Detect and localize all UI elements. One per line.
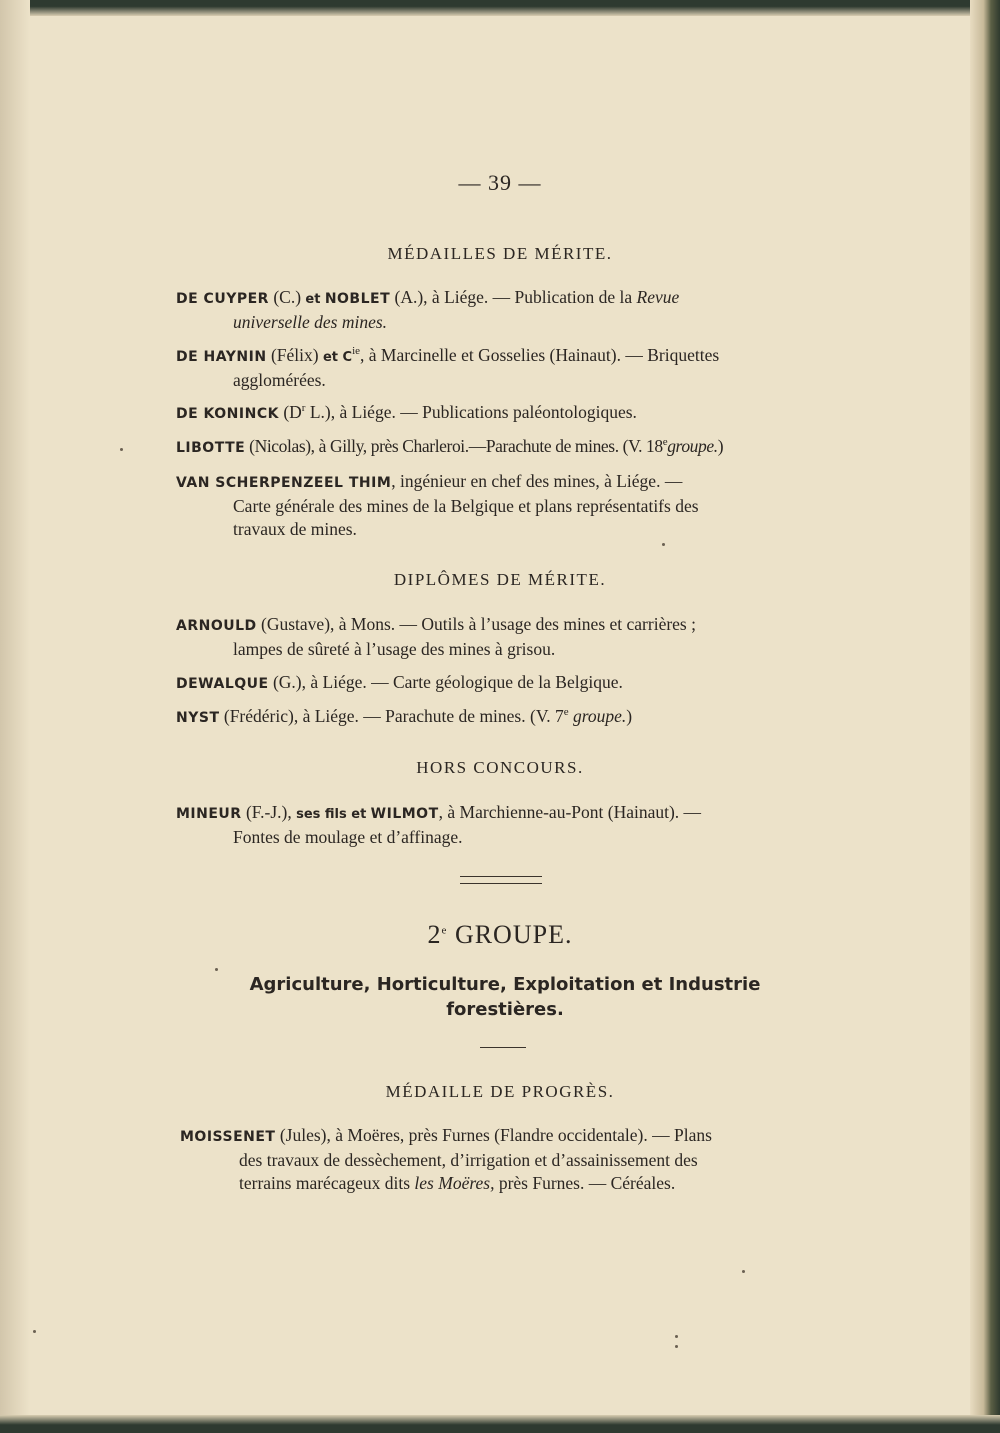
heading-hors-concours: HORS CONCOURS. [416,758,584,777]
entry-arnould: ARNOULD (Gustave), à Mons. — Outils à l’usage des mines et carrières ; lampes de sûreté à l’usage des mines à grisou. [176,614,696,659]
entry-mineur: MINEUR (F.-J.), ses fils et WILMOT, à Marchienne-au-Pont (Hainaut). — Fontes de moulage et d’affinage. [176,802,702,847]
single-rule-divider [480,1047,526,1048]
binding-right-edge [970,0,1000,1433]
entry-name: NOBLET [324,291,391,307]
paper-speck [215,968,218,971]
paper-speck [675,1345,678,1348]
paper-speck [675,1335,678,1338]
entry-name: LIBOTTE [176,440,246,456]
entry-name: ARNOULD [176,618,257,634]
entry-de-haynin: DE HAYNIN (Félix) et $C^{ie}$, à Marcinelle et Gosselies (Hainaut). — Briquettes agglomérées. [176,345,720,390]
paper-speck [33,1330,36,1333]
entry-name: DE HAYNIN [176,349,267,365]
group-subtitle: Agriculture, Horticulture, Exploitation et Industrie forestières. [249,974,761,1020]
entry-de-cuyper: DE CUYPER (C.) et NOBLET (A.), à Liége. — Publication de la Revue universelle des mines. [176,287,680,332]
entry-name: MOISSENET [180,1129,276,1145]
entry-de-koninck: DE KONINCK ($D^r$ L.), à Liége. — Publications paléontologiques. [176,402,637,422]
page-number: — 39 — [458,170,542,195]
binding-left-shadow [0,0,30,1433]
paper-speck [662,543,665,546]
paper-speck [742,1270,745,1273]
entry-libotte: LIBOTTE (Nicolas), à Gilly, près Charleroi.—Parachute de mines. (V. 18egroupe.) [176,436,724,456]
heading-diplomes-merite: DIPLÔMES DE MÉRITE. [393,570,607,589]
group-title: 2e GROUPE. [427,920,573,949]
entry-moissenet: MOISSENET (Jules), à Moëres, près Furnes (Flandre occidentale). — Plans des travaux de dessèchement, d’irrigation et d’assainissement des terrains marécageux dits les Moëres, près Furnes. — Céréales. [180,1125,712,1193]
entry-name: DE CUYPER [176,291,269,307]
paper-speck [120,448,123,451]
page-bottom-edge [0,1415,1000,1433]
heading-medailles-merite: MÉDAILLES DE MÉRITE. [387,244,613,263]
entry-name: DEWALQUE [176,676,269,692]
entry-dewalque: DEWALQUE (G.), à Liége. — Carte géologique de la Belgique. [176,672,623,692]
heading-medaille-progres: MÉDAILLE DE PROGRÈS. [385,1082,615,1101]
entry-name: MINEUR [176,806,242,822]
page-top-edge [0,0,1000,16]
entry-nyst: NYST (Frédéric), à Liége. — Parachute de mines. (V. 7e groupe.) [176,706,633,726]
entry-name: NYST [176,710,220,726]
entry-name: WILMOT [370,806,439,822]
entry-name: DE KONINCK [176,406,279,422]
entry-name: VAN SCHERPENZEEL THIM [176,475,392,491]
double-rule-divider [460,876,542,884]
entry-van-scherpenzeel: VAN SCHERPENZEEL THIM, ingénieur en chef des mines, à Liége. — Carte générale des mines de la Belgique et plans représentatifs des travaux de mines. [176,471,699,539]
